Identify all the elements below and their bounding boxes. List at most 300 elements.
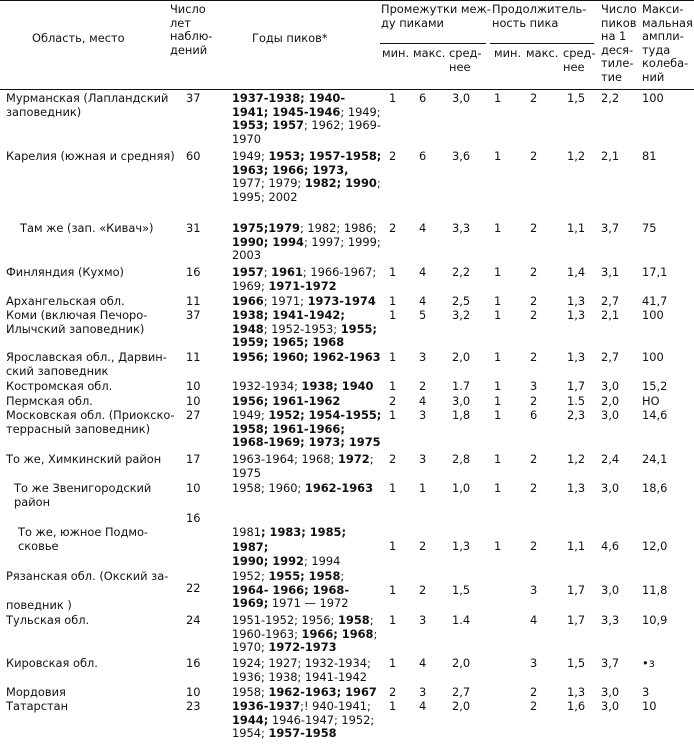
region-cell: Тульская обл. (6, 613, 90, 627)
dmax-cell: 2 (530, 481, 538, 495)
peak-year-bold: 1990; 1992 (232, 554, 304, 569)
peak-years-line (232, 177, 381, 191)
peak-year: ; (369, 613, 374, 627)
peak-year: ; 1982; 1986; (299, 221, 377, 235)
peak-year-bold: 1987; (232, 539, 269, 554)
region-cell: Мордовия (6, 685, 66, 699)
imean-cell: 2,0 (452, 699, 471, 713)
header-peak-years: Годы пиков* (252, 31, 328, 45)
amp-cell: 81 (642, 149, 657, 163)
region-cell: заповедник) (6, 104, 82, 119)
imean-cell: 2,2 (452, 265, 471, 279)
peak-year: ; (369, 452, 374, 466)
header-line: Продолжитель- (492, 2, 587, 16)
perdec-cell: 2,2 (601, 91, 620, 105)
dmax-cell: 2 (530, 350, 538, 364)
peak-years-line (232, 380, 373, 394)
peak-year: 1960-1963; (232, 626, 302, 641)
peak-year: 1952; (232, 569, 269, 583)
peak-years-line (232, 351, 381, 365)
years-count-cell: 10 (186, 394, 201, 408)
region-cell: террасный заповедник) (6, 421, 151, 436)
peak-year: 1970 (232, 131, 261, 146)
imin-cell: 1 (389, 613, 397, 627)
peak-years-line (232, 686, 377, 700)
header-peaks-per-decade (601, 3, 637, 85)
peak-years-line (232, 280, 337, 294)
peak-years-line (232, 133, 261, 147)
dmin-cell: 1 (494, 452, 502, 466)
peak-year: 1958; 1960; (232, 481, 305, 495)
imean-cell: 3,6 (452, 149, 471, 163)
header-int-max: макс. (413, 46, 446, 60)
peak-years-line (232, 700, 371, 714)
perdec-cell: 2,4 (601, 452, 620, 466)
imin-cell: 1 (389, 408, 397, 422)
amp-cell: 10,9 (642, 613, 668, 627)
header-int-mean (449, 47, 482, 74)
dmax-cell: 2 (530, 149, 538, 163)
perdec-cell: 3,0 (601, 481, 620, 495)
duration-group-rule (490, 43, 594, 44)
imax-cell: 3 (419, 685, 427, 699)
peak-year-bold: ; 1983; 1985; (261, 525, 347, 539)
years-count-cell: 11 (186, 350, 201, 364)
years-count-cell: 10 (186, 481, 201, 495)
peak-year-bold: 1936-1937 (232, 699, 301, 713)
imean-cell: 3,0 (452, 394, 471, 408)
peak-years-line (232, 323, 377, 337)
amp-cell: 14,6 (642, 408, 668, 422)
dmean-cell: 1,5 (567, 656, 586, 670)
perdec-cell: 3,0 (601, 699, 620, 713)
years-count-cell: 37 (186, 308, 201, 322)
years-count-cell: 16 (186, 511, 201, 525)
peak-year: 1958; (232, 685, 269, 699)
amp-cell: 12,0 (642, 539, 668, 553)
peak-year-bold: 1962-1963 (304, 481, 374, 495)
years-count-cell: 10 (186, 379, 201, 393)
peak-years-line (232, 295, 376, 309)
peak-year: 1963-1964; 1968; (232, 452, 338, 466)
imin-cell: 1 (389, 294, 397, 308)
imin-cell: 1 (389, 308, 397, 322)
peak-year-bold: 1938; 1940 (301, 379, 374, 393)
peak-year-bold: 1955; 1958 (268, 569, 341, 583)
imax-cell: 2 (419, 539, 427, 553)
peak-year: ; (340, 569, 345, 583)
dmax-cell: 3 (530, 379, 538, 393)
peak-year-bold: 1959; 1965; 1968 (232, 335, 345, 350)
dmax-cell: 2 (530, 294, 538, 308)
peak-year-bold: 1961 (271, 265, 303, 279)
dmean-cell: 1,2 (567, 452, 586, 466)
region-cell: Костромская обл. (6, 379, 113, 393)
region-cell: Там же (зап. «Кивач») (20, 221, 154, 235)
amp-cell: 100 (642, 91, 664, 105)
peak-year: 1995; 2002 (232, 189, 298, 204)
peak-years-line (232, 671, 367, 685)
peak-year-bold: 1975;1979 (232, 221, 300, 235)
imax-cell: 5 (419, 308, 427, 322)
years-count-cell: 10 (186, 685, 201, 699)
header-top-rule (0, 0, 694, 1)
peak-years-line (232, 453, 374, 467)
dmin-cell: 1 (494, 221, 502, 235)
peak-years-line (232, 106, 381, 120)
dmax-cell: 2 (530, 265, 538, 279)
region-cell: То же, Химкинский район (6, 452, 162, 466)
peak-year: 1951-1952; 1956; (232, 613, 338, 627)
peak-year: 1946-1947; 1952; (268, 712, 375, 727)
peak-year: ; 1952-1953; (263, 321, 341, 336)
imean-cell: 3,2 (452, 308, 471, 322)
peak-years-line (232, 614, 374, 628)
imax-cell: 1 (419, 481, 427, 495)
peak-years-line (232, 526, 346, 540)
imax-cell: 3 (419, 613, 427, 627)
header-line: нее (449, 59, 471, 74)
imin-cell: 1 (389, 539, 397, 553)
amp-cell: 100 (642, 308, 664, 322)
imin-cell: 2 (389, 221, 397, 235)
peak-year-bold: 1964- 1966; 1968- (232, 582, 350, 597)
peak-years-line (232, 597, 349, 611)
dmin-cell: 1 (494, 149, 502, 163)
perdec-cell: 4,6 (601, 539, 620, 553)
header-int-min: мин. (382, 46, 410, 60)
perdec-cell: 3,1 (601, 265, 620, 279)
header-dur-min: мин. (494, 46, 522, 60)
dmean-cell: 1,7 (567, 613, 586, 627)
imax-cell: 6 (419, 149, 427, 163)
imax-cell: 2 (419, 583, 427, 597)
header-line: Число (601, 2, 637, 16)
dmin-cell: 1 (494, 91, 502, 105)
dmax-cell: 2 (530, 699, 538, 713)
peak-years-line (232, 555, 340, 569)
imax-cell: 6 (419, 91, 427, 105)
peak-years-line (232, 584, 349, 598)
imean-cell: 2,0 (452, 656, 471, 670)
peak-years-line (232, 657, 371, 671)
interval-group-rule (380, 43, 486, 44)
header-line: пиков (601, 15, 637, 30)
amp-cell: 100 (642, 350, 664, 364)
years-count-cell: 16 (186, 265, 201, 279)
dmean-cell: 1,2 (567, 149, 586, 163)
header-line: деся- (601, 42, 634, 57)
peak-year-bold: 1955; (340, 321, 377, 336)
peak-years-line (232, 222, 377, 236)
peak-year: 1936; 1938; 1941-1942 (232, 669, 367, 684)
peak-year-bold: 1944; (232, 712, 269, 727)
peak-year-bold: 1956; 1961-1962 (232, 394, 341, 408)
peak-year: 2003 (232, 248, 261, 263)
region-cell: Карелия (южная и средняя) (6, 149, 175, 163)
amp-cell: 10 (642, 699, 657, 713)
perdec-cell: 2,7 (601, 294, 620, 308)
region-cell: Ярославская обл., Дарвин- (6, 350, 167, 364)
header-line: наблю- (170, 29, 213, 44)
region-cell: Коми (включая Печоро- (6, 308, 148, 322)
imax-cell: 4 (419, 656, 427, 670)
region-cell: Илычский заповедник) (6, 321, 145, 336)
peak-year: 1932-1934; (232, 379, 302, 393)
dmin-cell: 1 (494, 294, 502, 308)
dmean-cell: 1,1 (567, 539, 586, 553)
peak-year-bold: 1958; 1961-1966; (232, 421, 345, 436)
dmean-cell: 1,3 (567, 350, 586, 364)
dmax-cell: 3 (530, 656, 538, 670)
region-cell: сковье (18, 538, 59, 553)
dmean-cell: 1,4 (567, 265, 586, 279)
header-line: мальная (642, 15, 693, 30)
peak-year-bold: 1952; 1954-1955; (268, 408, 382, 422)
amp-cell: 15,2 (642, 379, 668, 393)
years-count-cell: 22 (186, 581, 201, 595)
header-line: на 1 (601, 29, 627, 44)
amp-cell: 3 (642, 685, 650, 699)
imean-cell: 1,3 (452, 539, 471, 553)
imax-cell: 4 (419, 699, 427, 713)
header-intervals (381, 3, 491, 30)
peak-year-bold: 1962-1963; 1967 (268, 685, 377, 699)
perdec-cell: 3,0 (601, 583, 620, 597)
imean-cell: 2,8 (452, 452, 471, 466)
dmin-cell: 1 (494, 394, 502, 408)
region-cell: То же Звенигородский (14, 481, 152, 495)
dmin-cell: 1 (494, 408, 502, 422)
peak-year: ; (373, 626, 378, 641)
header-bottom-rule (0, 89, 694, 90)
dmax-cell: 2 (530, 308, 538, 322)
peak-year: ; 1971; (263, 294, 308, 308)
imin-cell: 2 (389, 452, 397, 466)
perdec-cell: 3,7 (601, 221, 620, 235)
region-cell: Татарстан (6, 699, 69, 713)
dmean-cell: 1,3 (567, 308, 586, 322)
peak-year-bold: 1958 (338, 613, 370, 627)
dmin-cell: 1 (494, 308, 502, 322)
peak-year-bold: 1972 (338, 452, 370, 466)
years-count-cell: 60 (186, 149, 201, 163)
imin-cell: 2 (389, 149, 397, 163)
imax-cell: 2 (419, 379, 427, 393)
dmin-cell: 1 (494, 539, 502, 553)
header-line: ность пика (492, 15, 559, 30)
dmean-cell: 1,6 (567, 699, 586, 713)
peak-years-line (232, 714, 374, 728)
peak-year-bold: 1937-1938; 1940- (232, 91, 346, 105)
header-line: Число лет (170, 2, 206, 30)
peak-year-bold: 1971-1972 (268, 278, 337, 293)
peak-year: 1949; (232, 408, 269, 422)
dmax-cell: 2 (530, 221, 538, 235)
peak-year-bold: 1966 (232, 294, 264, 308)
peak-year: ; (263, 265, 272, 279)
peak-year: 1975 (232, 465, 261, 480)
peak-years-line (232, 336, 344, 350)
perdec-cell: 3,3 (601, 613, 620, 627)
region-cell: район (14, 494, 51, 509)
header-max-amplitude (642, 3, 693, 85)
imean-cell: 1.4 (452, 613, 471, 627)
amp-cell: НО (642, 394, 660, 408)
header-line: ду пиками (381, 15, 444, 30)
peak-year-bold: 1957-1958 (268, 726, 337, 741)
peak-years-line (232, 150, 381, 164)
perdec-cell: 2,7 (601, 350, 620, 364)
peak-year: ;! 940-1941; (300, 699, 371, 713)
dmax-cell: 2 (530, 452, 538, 466)
amp-cell: 24,1 (642, 452, 668, 466)
peak-year-bold: 1957 (232, 265, 264, 279)
dmean-cell: 1,3 (567, 481, 586, 495)
peak-year-bold: 1956; 1960; 1962-1963 (232, 350, 381, 364)
dmean-cell: 1.5 (567, 394, 586, 408)
peak-years-line (232, 541, 268, 555)
peak-years-line (232, 119, 381, 133)
header-dur-max: макс. (526, 46, 559, 60)
header-line: ампли- (642, 29, 684, 44)
peak-years-line (232, 482, 373, 496)
imax-cell: 4 (419, 221, 427, 235)
years-count-cell: 27 (186, 408, 201, 422)
dmin-cell: 1 (494, 379, 502, 393)
peak-year: 1977; 1979; (232, 176, 305, 191)
header-line: сред- (449, 46, 482, 60)
peak-years-line (232, 409, 381, 423)
region-cell: поведник ) (6, 598, 72, 612)
years-count-cell: 37 (186, 91, 201, 105)
peak-year-bold: 1969; (232, 596, 269, 611)
imean-cell: 1,0 (452, 481, 471, 495)
region-cell: Пермская обл. (6, 394, 93, 408)
peak-year: ; 1966-1967; (302, 265, 377, 279)
years-count-cell: 11 (186, 294, 201, 308)
peak-years-line (232, 191, 297, 205)
perdec-cell: 2,1 (601, 149, 620, 163)
dmean-cell: 1,3 (567, 685, 586, 699)
peak-year: 1949; (232, 149, 269, 163)
imax-cell: 4 (419, 294, 427, 308)
dmax-cell: 3 (530, 583, 538, 597)
years-count-cell: 16 (186, 656, 201, 670)
peak-years-line (232, 309, 345, 323)
imean-cell: 1.7 (452, 379, 471, 393)
header-line: Макси- (642, 2, 684, 16)
imin-cell: 1 (389, 265, 397, 279)
peak-year-bold: 1938; 1941-1942; (232, 308, 345, 322)
region-cell: ский заповедник (6, 363, 109, 378)
peak-years-line (232, 164, 348, 178)
amp-cell: •з (642, 656, 655, 670)
peak-years-line (232, 628, 377, 642)
dmean-cell: 1,3 (567, 294, 586, 308)
peak-year-bold: 1982; 1990 (304, 176, 377, 191)
dmean-cell: 1,5 (567, 91, 586, 105)
dmax-cell: 6 (530, 408, 538, 422)
imax-cell: 3 (419, 408, 427, 422)
header-line: Промежутки меж- (381, 2, 491, 16)
dmean-cell: 1,1 (567, 221, 586, 235)
peak-year-bold: 1953; 1957 (232, 118, 304, 133)
peak-year: 1954; (232, 726, 269, 741)
dmean-cell: 1,7 (567, 583, 586, 597)
peak-year: 1981 (232, 525, 261, 539)
imin-cell: 1 (389, 379, 397, 393)
peak-year-bold: 1990; 1994 (232, 234, 304, 249)
region-cell: Кировская обл. (6, 656, 98, 670)
peak-year: 1969; (232, 278, 269, 293)
years-count-cell: 31 (186, 221, 201, 235)
dmax-cell: 4 (530, 613, 538, 627)
amp-cell: 11,8 (642, 583, 668, 597)
imin-cell: 2 (389, 685, 397, 699)
header-line: сред- (563, 46, 596, 60)
perdec-cell: 2,0 (601, 394, 620, 408)
region-cell: Финляндия (Кухмо) (6, 265, 125, 279)
peak-year: ; 1994 (303, 554, 341, 569)
perdec-cell: 2,1 (601, 308, 620, 322)
header-line: колеба- (642, 56, 689, 71)
peak-year-bold: 1963; 1966; 1973, (232, 162, 349, 177)
imin-cell: 1 (389, 656, 397, 670)
peak-years-line (232, 436, 381, 450)
peak-years-line (232, 641, 337, 655)
imean-cell: 3,3 (452, 221, 471, 235)
dmean-cell: 2,3 (567, 408, 586, 422)
peak-years-line (232, 395, 340, 409)
dmean-cell: 1,7 (567, 379, 586, 393)
peak-year: 1971 — 1972 (268, 596, 349, 611)
dmin-cell: 1 (494, 350, 502, 364)
peak-year-bold: 1968-1969; 1973; 1975 (232, 435, 381, 450)
imin-cell: 1 (389, 481, 397, 495)
imean-cell: 2,7 (452, 685, 471, 699)
imin-cell: 1 (389, 350, 397, 364)
peak-years-line (232, 236, 381, 250)
dmin-cell: 1 (494, 265, 502, 279)
peak-years-line (232, 727, 337, 741)
imax-cell: 4 (419, 394, 427, 408)
region-cell: То же, южное Подмо- (18, 525, 149, 539)
imin-cell: 1 (389, 91, 397, 105)
imin-cell: 1 (389, 583, 397, 597)
dmin-cell: 1 (494, 481, 502, 495)
peak-years-line (232, 266, 376, 280)
peak-year: ; 1997; 1999; (303, 234, 381, 249)
peak-year: 1970; (232, 640, 269, 655)
perdec-cell: 3,7 (601, 656, 620, 670)
years-count-cell: 17 (186, 452, 201, 466)
imax-cell: 4 (419, 265, 427, 279)
peak-year: ; 1962; 1969- (303, 118, 381, 133)
imin-cell: 1 (389, 699, 397, 713)
peak-year: ; (376, 176, 381, 191)
imean-cell: 2,0 (452, 350, 471, 364)
years-count-cell: 24 (186, 613, 201, 627)
peak-year-bold: 1941; 1945-1946 (232, 104, 341, 119)
imean-cell: 1,5 (452, 583, 471, 597)
amp-cell: 41,7 (642, 294, 668, 308)
header-duration (492, 3, 586, 30)
dmax-cell: 2 (530, 539, 538, 553)
header-line: ний (642, 69, 665, 84)
header-dur-mean (563, 47, 596, 74)
perdec-cell: 3,0 (601, 408, 620, 422)
